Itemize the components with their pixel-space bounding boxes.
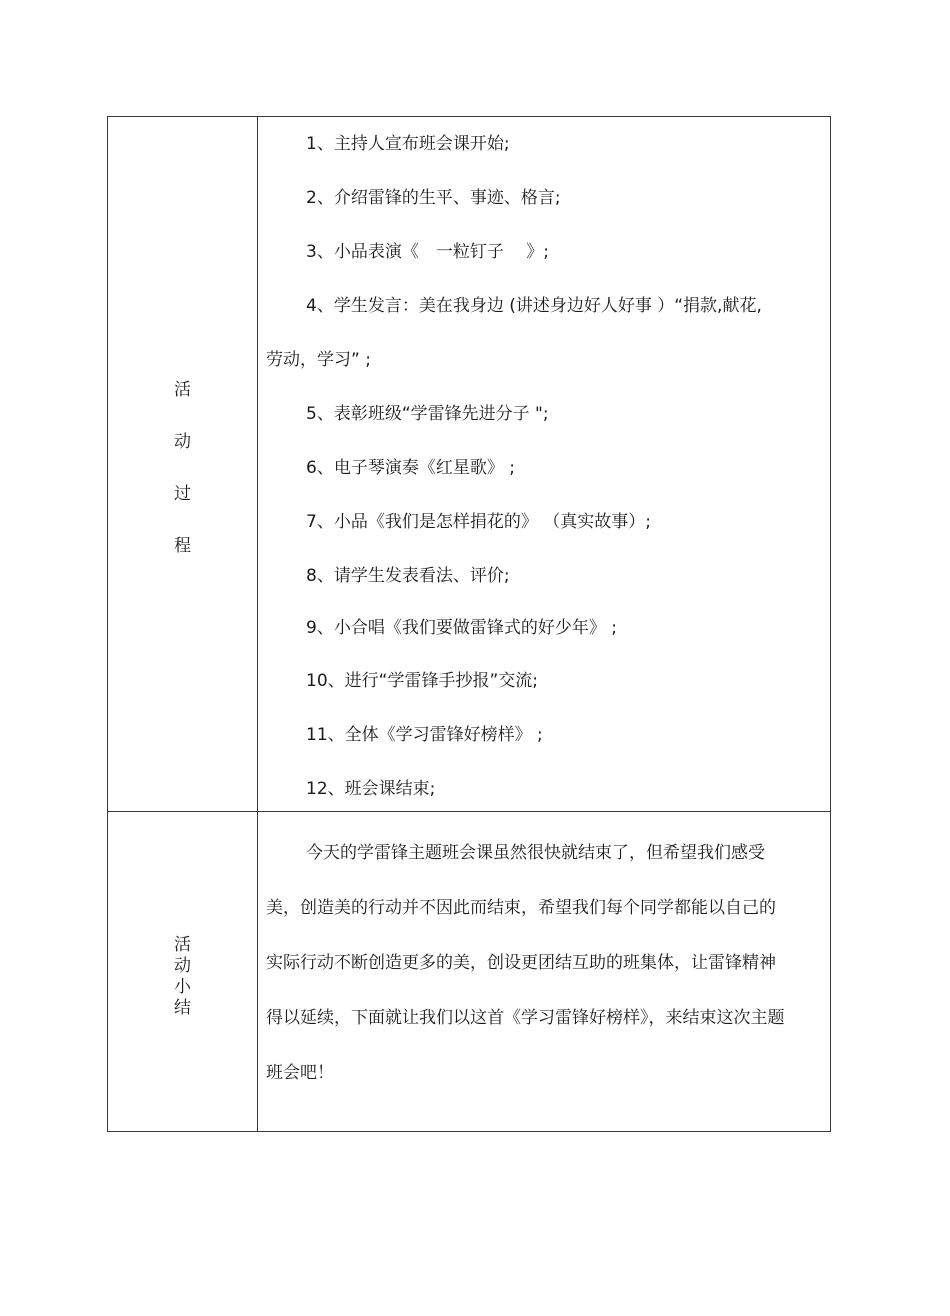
process-item: 11、全体《学习雷锋好榜样》 ; <box>306 725 543 745</box>
activity-summary-label <box>108 935 257 1019</box>
process-item: 8、请学生发表看法、评价; <box>306 566 510 586</box>
label-char: 小 <box>174 977 191 997</box>
label-char: 动 <box>174 432 191 452</box>
process-item: 9、小合唱《我们要做雷锋式的好少年》 ; <box>306 618 617 638</box>
process-item: 3、小品表演《 一粒钉子 》; <box>306 242 549 262</box>
process-item: 6、电子琴演奏《红星歌》 ; <box>306 458 515 478</box>
process-item: 5、表彰班级“学雷锋先进分子 "; <box>306 404 549 424</box>
process-item: 12、班会课结束; <box>306 779 436 799</box>
process-item: 4、学生发言：美在我身边 (讲述身边好人好事 ）“捐款,献花, <box>306 296 762 316</box>
process-item: 劳动，学习” ; <box>266 350 371 370</box>
label-char: 程 <box>174 536 191 556</box>
label-char: 过 <box>174 484 191 504</box>
process-item: 10、进行“学雷锋手抄报”交流; <box>306 671 538 691</box>
summary-paragraph: 今天的学雷锋主题班会课虽然很快就结束了，但希望我们感受美，创造美的行动并不因此而结束，希望我们每个同学都能以自己的实际行动不断创造更多的美，创设更团结互助的班集体，让雷锋精神得以延续，下面就让我们以这首《学习雷锋好榜样》，来结束这次主题班会吧！ <box>266 843 785 1083</box>
label-char: 活 <box>174 935 191 955</box>
label-char: 动 <box>174 956 191 976</box>
process-item: 7、小品《我们是怎样捐花的》 （真实故事）; <box>306 512 651 532</box>
column-divider <box>257 117 258 1131</box>
label-char: 结 <box>174 998 191 1018</box>
row-divider <box>108 811 830 812</box>
label-char: 活 <box>174 380 191 400</box>
process-item: 2、介绍雷锋的生平、事迹、格言; <box>306 188 561 208</box>
process-item: 1、主持人宣布班会课开始; <box>306 134 510 154</box>
activity-table <box>107 116 831 1132</box>
activity-process-label <box>108 379 257 587</box>
